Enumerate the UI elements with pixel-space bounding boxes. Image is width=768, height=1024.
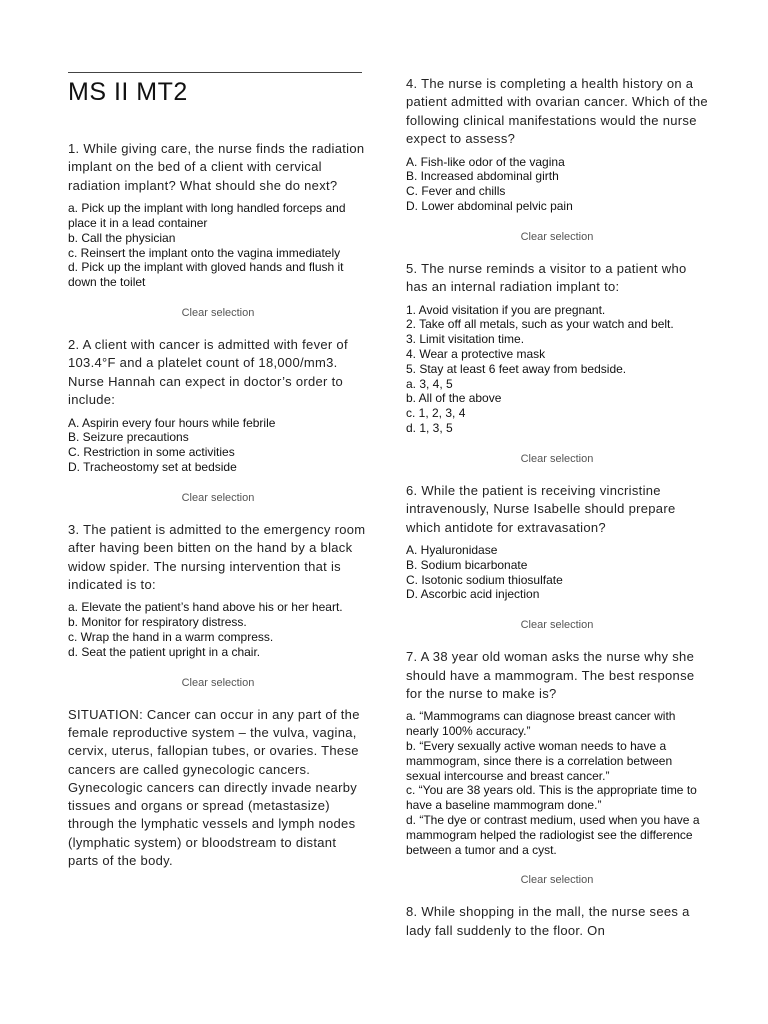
answer-option[interactable]: d. “The dye or contrast medium, used when you have a mammogram helped the radiologist see the difference between a tumor and a cyst. bbox=[406, 813, 700, 857]
question-block-8 bbox=[406, 903, 708, 940]
answer-options bbox=[406, 543, 708, 602]
clear-selection-button[interactable]: Clear selection bbox=[520, 230, 594, 243]
answer-option[interactable]: c. “You are 38 years old. This is the appropriate time to have a baseline mammogram done.” bbox=[406, 783, 697, 813]
title-rule bbox=[68, 72, 362, 73]
clear-selection-button[interactable]: Clear selection bbox=[520, 619, 594, 632]
question-block-5 bbox=[406, 260, 708, 465]
question-text: 2. A client with cancer is admitted with fever of 103.4°F and a platelet count of 18,000/mm3. Nurse Hannah can expect in doctor’s order to include: bbox=[68, 337, 348, 408]
situation-paragraph: SITUATION: Cancer can occur in any part of the female reproductive system – the vulva, vagina, cervix, uterus, fallopian tubes, or ovaries. These cancers are called gynecologic cancers. Gynecologic cancers can directly invade nearby tissues and organs or spread (metastasize) through the lymphatic vessels and lymph nodes (lymphatic system) or bloodstream to distant parts of the body. bbox=[68, 706, 360, 868]
page-title: MS II MT2 bbox=[68, 78, 188, 106]
answer-option[interactable]: 1. Avoid visitation if you are pregnant. bbox=[406, 302, 606, 317]
question-text: 4. The nurse is completing a health history on a patient admitted with ovarian cancer. Which of the following clinical manifestations would the nurse expect to assess? bbox=[406, 76, 708, 147]
answer-option[interactable]: A. Aspirin every four hours while febrile bbox=[68, 415, 276, 430]
answer-option[interactable]: 5. Stay at least 6 feet away from bedside. bbox=[406, 361, 627, 376]
answer-option[interactable]: d. 1, 3, 5 bbox=[406, 421, 453, 435]
answer-option[interactable]: B. Increased abdominal girth bbox=[406, 169, 559, 184]
answer-option[interactable]: D. Ascorbic acid injection bbox=[406, 587, 540, 602]
question-text: 7. A 38 year old woman asks the nurse why she should have a mammogram. The best response for the nurse to make is? bbox=[406, 649, 695, 702]
answer-option[interactable]: d. Seat the patient upright in a chair. bbox=[68, 644, 261, 659]
question-text: 5. The nurse reminds a visitor to a patient who has an internal radiation implant to: bbox=[406, 260, 687, 295]
question-block-1 bbox=[68, 140, 368, 319]
answer-options bbox=[68, 201, 368, 290]
answer-options bbox=[406, 155, 708, 214]
answer-option[interactable]: a. Pick up the implant with long handled forceps and place it in a lead container bbox=[68, 201, 346, 231]
left-column bbox=[68, 140, 368, 870]
answer-option[interactable]: d. Pick up the implant with gloved hands and flush it down the toilet bbox=[68, 260, 344, 290]
question-block-7 bbox=[406, 648, 708, 886]
answer-options bbox=[406, 303, 708, 436]
answer-options bbox=[406, 709, 708, 857]
clear-selection-button[interactable]: Clear selection bbox=[181, 307, 255, 319]
answer-option[interactable]: b. “Every sexually active woman needs to have a mammogram, since there is a correlation between sexual intercourse and breast cancer.” bbox=[406, 739, 673, 783]
clear-selection-button[interactable]: Clear selection bbox=[181, 491, 255, 504]
question-block-4 bbox=[406, 75, 708, 243]
answer-option[interactable]: B. Sodium bicarbonate bbox=[406, 557, 528, 572]
answer-option[interactable]: a. 3, 4, 5 bbox=[406, 376, 453, 391]
answer-option[interactable]: D. Lower abdominal pelvic pain bbox=[406, 199, 573, 214]
answer-option[interactable]: A. Fish-like odor of the vagina bbox=[406, 154, 565, 169]
clear-selection-button[interactable]: Clear selection bbox=[181, 676, 255, 689]
question-text: 1. While giving care, the nurse finds the radiation implant on the bed of a client with cervical radiation implant? What should she do next? bbox=[68, 141, 365, 193]
answer-option[interactable]: D. Tracheostomy set at bedside bbox=[68, 460, 237, 475]
answer-options bbox=[68, 600, 368, 659]
clear-selection-button[interactable]: Clear selection bbox=[520, 874, 594, 887]
question-block-3 bbox=[68, 521, 368, 689]
answer-option[interactable]: c. Reinsert the implant onto the vagina immediately bbox=[68, 245, 341, 260]
answer-option[interactable]: c. 1, 2, 3, 4 bbox=[406, 406, 466, 421]
answer-options bbox=[68, 416, 368, 475]
answer-option[interactable]: 3. Limit visitation time. bbox=[406, 332, 525, 347]
answer-option[interactable]: b. Monitor for respiratory distress. bbox=[68, 615, 247, 630]
answer-option[interactable]: c. Wrap the hand in a warm compress. bbox=[68, 630, 274, 645]
question-block-2 bbox=[68, 336, 368, 504]
answer-option[interactable]: B. Seizure precautions bbox=[68, 430, 189, 445]
answer-option[interactable]: b. All of the above bbox=[406, 391, 502, 406]
answer-option[interactable]: a. “Mammograms can diagnose breast cancer with nearly 100% accuracy.” bbox=[406, 709, 676, 739]
answer-option[interactable]: C. Restriction in some activities bbox=[68, 445, 235, 460]
answer-option[interactable]: A. Hyaluronidase bbox=[406, 543, 498, 558]
question-text: 8. While shopping in the mall, the nurse sees a lady fall suddenly to the floor. On bbox=[406, 904, 690, 938]
question-text: 3. The patient is admitted to the emergency room after having been bitten on the hand by a black widow spider. The nursing intervention that is indicated is to: bbox=[68, 521, 366, 593]
answer-option[interactable]: b. Call the physician bbox=[68, 230, 176, 245]
right-column bbox=[406, 75, 708, 940]
clear-selection-button[interactable]: Clear selection bbox=[520, 452, 594, 465]
answer-option[interactable]: 2. Take off all metals, such as your watch and belt. bbox=[406, 317, 674, 332]
answer-option[interactable]: 4. Wear a protective mask bbox=[406, 347, 546, 362]
answer-option[interactable]: C. Fever and chills bbox=[406, 184, 506, 199]
question-text: 6. While the patient is receiving vincristine intravenously, Nurse Isabelle should prepare which antidote for extravasation? bbox=[406, 482, 676, 535]
answer-option[interactable]: C. Isotonic sodium thiosulfate bbox=[406, 572, 563, 587]
question-block-6 bbox=[406, 482, 708, 631]
answer-option[interactable]: a. Elevate the patient’s hand above his or her heart. bbox=[68, 600, 343, 615]
